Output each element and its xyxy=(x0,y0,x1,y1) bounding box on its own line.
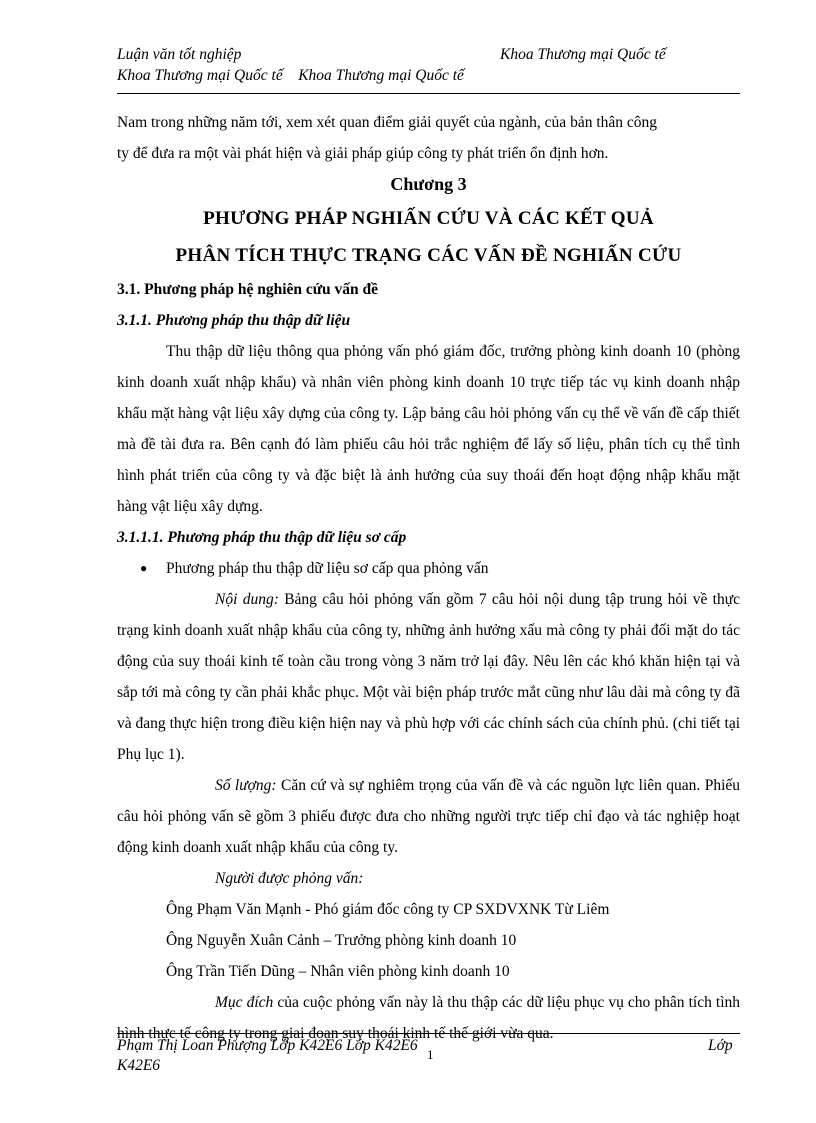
bullet-text: Phương pháp thu thập dữ liệu sơ cấp qua phỏng vấn xyxy=(166,560,489,577)
header-right: Khoa Thương mại Quốc tế xyxy=(500,46,666,63)
header-left: Luận văn tốt nghiệp xyxy=(117,46,242,63)
intro-line-2: ty để đưa ra một vài phát hiện và giải pháp giúp công ty phát triển ổn định hơn. xyxy=(117,145,609,162)
footer-line2: K42E6 xyxy=(117,1057,161,1074)
intro-line-1: Nam trong những năm tới, xem xét quan điểm giải quyết của ngành, của bản thân công xyxy=(117,114,658,131)
purpose-text: của cuộc phỏng vấn này là thu thập các dữ liệu phục vụ cho phân tích tình hình thực tế công ty trong giai đoạn suy thoái kinh tế thế giới vừa qua. xyxy=(117,994,741,1042)
footer-divider xyxy=(117,1033,740,1034)
chapter-title-2: PHÂN TÍCH THỰC TRẠNG CÁC VẤN ĐỀ NGHIẤN CỨU xyxy=(175,245,682,266)
quantity-label: Số lượng: xyxy=(215,777,277,794)
footer-left: Phạm Thị Loan Phượng Lớp K42E6 Lớp K42E6 xyxy=(117,1037,418,1054)
chapter-title-1: PHƯƠNG PHÁP NGHIẤN CỨU VÀ CÁC KẾT QUẢ xyxy=(203,208,654,229)
section-3-1-heading: 3.1. Phương pháp hệ nghiên cứu vấn đề xyxy=(117,281,379,298)
section-3-1-1-1-heading: 3.1.1.1. Phương pháp thu thập dữ liệu sơ cấp xyxy=(117,529,407,546)
paragraph-data-collection: Thu thập dữ liệu thông qua phỏng vấn phó giám đốc, trưởng phòng kinh doanh 10 (phòng kinh doanh xuất nhập khẩu) và nhân viên phòng kinh doanh 10 trực tiếp tác vụ kinh doanh nhập khẩu mặt hàng vật liệu xây dựng của công ty. Lập bảng câu hỏi phỏng vấn cụ thể về vấn đề cấp thiết mà đề tài đưa ra. Bên cạnh đó làm phiếu câu hỏi trắc nghiệm để lấy số liệu, phân tích cụ thể tình hình phát triển của công ty và đặc biệt là ảnh hưởng của suy thoái đến hoạt động nhập khẩu mặt hàng vật liệu xây dựng. xyxy=(117,343,740,515)
quantity-text: Căn cứ và sự nghiêm trọng của vấn đề và các nguồn lực liên quan. Phiếu câu hỏi phỏng vấn sẽ gồm 3 phiếu được đưa cho những người trực tiếp chỉ đạo và tác nghiệp hoạt động kinh doanh xuất nhập khẩu của công ty. xyxy=(117,777,740,856)
chapter-label: Chương 3 xyxy=(390,174,467,194)
content-label: Nội dung: xyxy=(215,591,279,608)
interviewee-2: Ông Nguyễn Xuân Cảnh – Trưởng phòng kinh doanh 10 xyxy=(166,932,517,949)
paragraph-content xyxy=(117,584,740,770)
header-divider xyxy=(117,93,740,94)
paragraph-quantity xyxy=(117,770,740,863)
section-3-1-1-heading: 3.1.1. Phương pháp thu thập dữ liệu xyxy=(117,312,351,329)
content-text: Bảng câu hỏi phỏng vấn gồm 7 câu hỏi nội dung tập trung hỏi về thực trạng kinh doanh xuất nhập khẩu của công ty, những ảnh hưởng xấu mà công ty phải đối mặt do tác động của suy thoái kinh tế toàn cầu trong vòng 3 năm trở lại đây. Nêu lên các khó khăn hiện tại và sắp tới mà công ty cần phải khắc phục. Một vài biện pháp trước mắt cũng như lâu dài mà công ty đã và đang thực hiện trong điều kiện hiện nay và phù hợp với các chính sách của chính phủ. (chi tiết tại Phụ lục 1). xyxy=(117,591,740,763)
interviewee-1: Ông Phạm Văn Mạnh - Phó giám đốc công ty CP SXDVXNK Từ Liêm xyxy=(166,901,610,918)
bullet-icon: ● xyxy=(140,561,148,575)
interviewee-3: Ông Trần Tiến Dũng – Nhân viên phòng kinh doanh 10 xyxy=(166,963,510,980)
document-body xyxy=(117,107,740,1049)
header-line2: Khoa Thương mại Quốc tế Khoa Thương mại Quốc tế xyxy=(117,67,464,84)
interviewees-label: Người được phỏng vấn: xyxy=(215,870,364,887)
purpose-label: Mục đích xyxy=(215,994,274,1011)
footer-right: Lớp xyxy=(708,1037,733,1054)
page-number: 1 xyxy=(427,1047,434,1062)
bullet-item xyxy=(117,553,740,584)
